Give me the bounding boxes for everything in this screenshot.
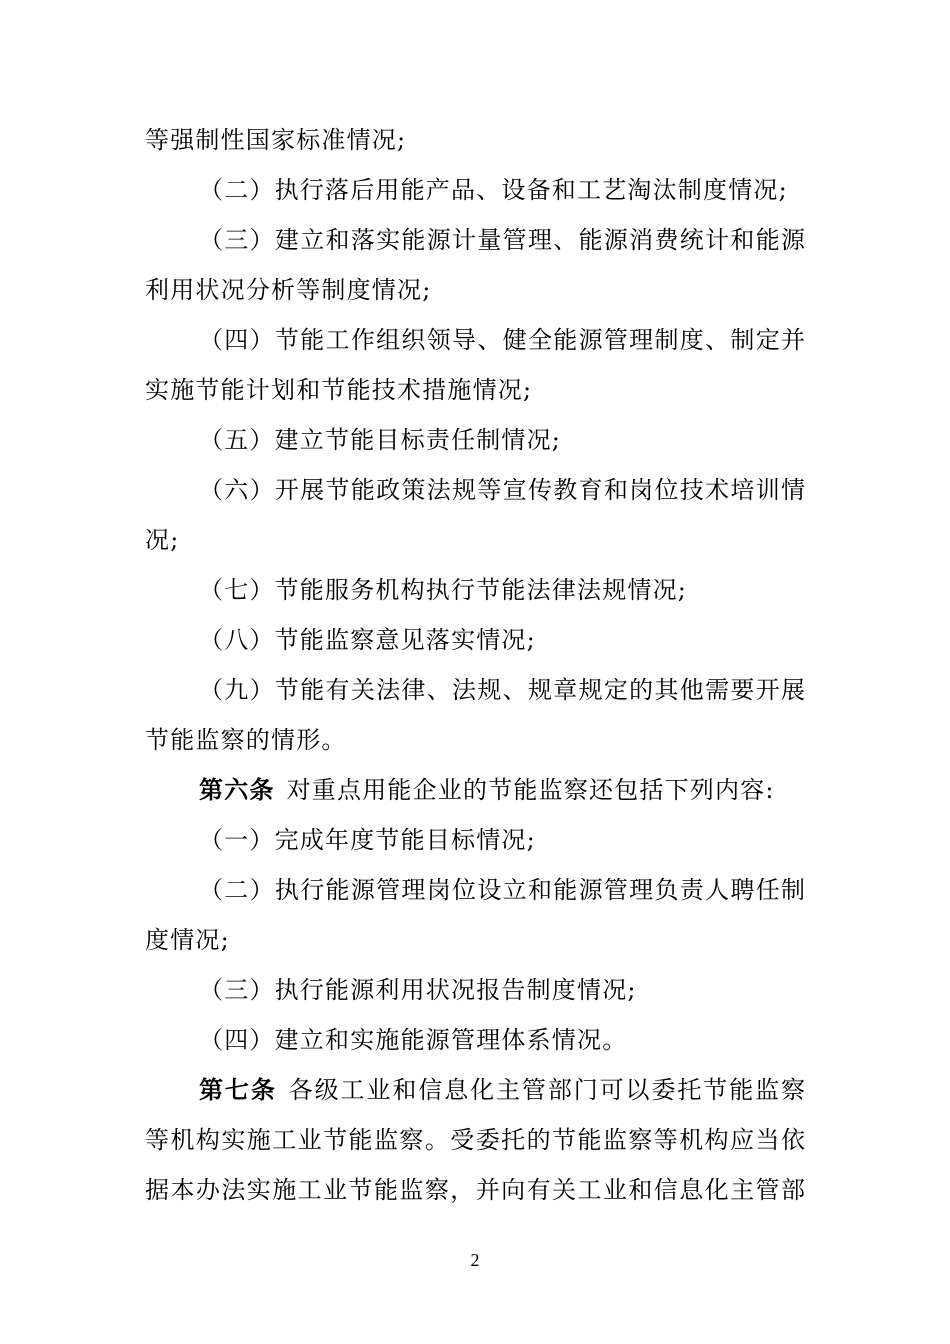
- text-line: （七）节能服务机构执行节能法律法规情况;: [199, 576, 688, 604]
- text-line: （六）开展节能政策法规等宣传教育和岗位技术培训情: [199, 476, 805, 504]
- text-line: （二）执行能源管理岗位设立和能源管理负责人聘任制: [199, 876, 805, 904]
- article-line: [199, 775, 805, 805]
- text-line: 节能监察的情形。: [145, 726, 347, 754]
- text-line: 据本办法实施工业节能监察，并向有关工业和信息化主管部: [145, 1176, 805, 1204]
- article-text: 各级工业和信息化主管部门可以委托节能监察: [288, 1076, 805, 1104]
- article-label: 第六条: [199, 776, 275, 804]
- text-line: （四）建立和实施能源管理体系情况。: [199, 1026, 628, 1054]
- article-label: 第七条: [199, 1076, 277, 1104]
- text-line: 实施节能计划和节能技术措施情况;: [145, 376, 533, 404]
- text-line: （三）执行能源利用状况报告制度情况;: [199, 976, 637, 1004]
- text-line: 利用状况分析等制度情况;: [145, 276, 432, 304]
- text-line: （二）执行落后用能产品、设备和工艺淘汰制度情况;: [199, 176, 788, 204]
- page-number: 2: [470, 1250, 480, 1270]
- text-line: 等机构实施工业节能监察。受委托的节能监察等机构应当依: [145, 1126, 805, 1154]
- text-line: （八）节能监察意见落实情况;: [199, 626, 536, 654]
- text-line: （五）建立节能目标责任制情况;: [199, 426, 562, 454]
- article-text: 对重点用能企业的节能监察还包括下列内容:: [286, 776, 775, 804]
- text-line: （四）节能工作组织领导、健全能源管理制度、制定并: [199, 326, 805, 354]
- article-line: [199, 1075, 805, 1105]
- text-line: 况;: [145, 526, 180, 554]
- text-line: （三）建立和落实能源计量管理、能源消费统计和能源: [199, 226, 805, 254]
- text-line: （一）完成年度节能目标情况;: [199, 826, 536, 854]
- text-line: （九）节能有关法律、法规、规章规定的其他需要开展: [199, 676, 805, 704]
- text-line: 度情况;: [145, 926, 230, 954]
- text-line: 等强制性国家标准情况;: [145, 126, 407, 154]
